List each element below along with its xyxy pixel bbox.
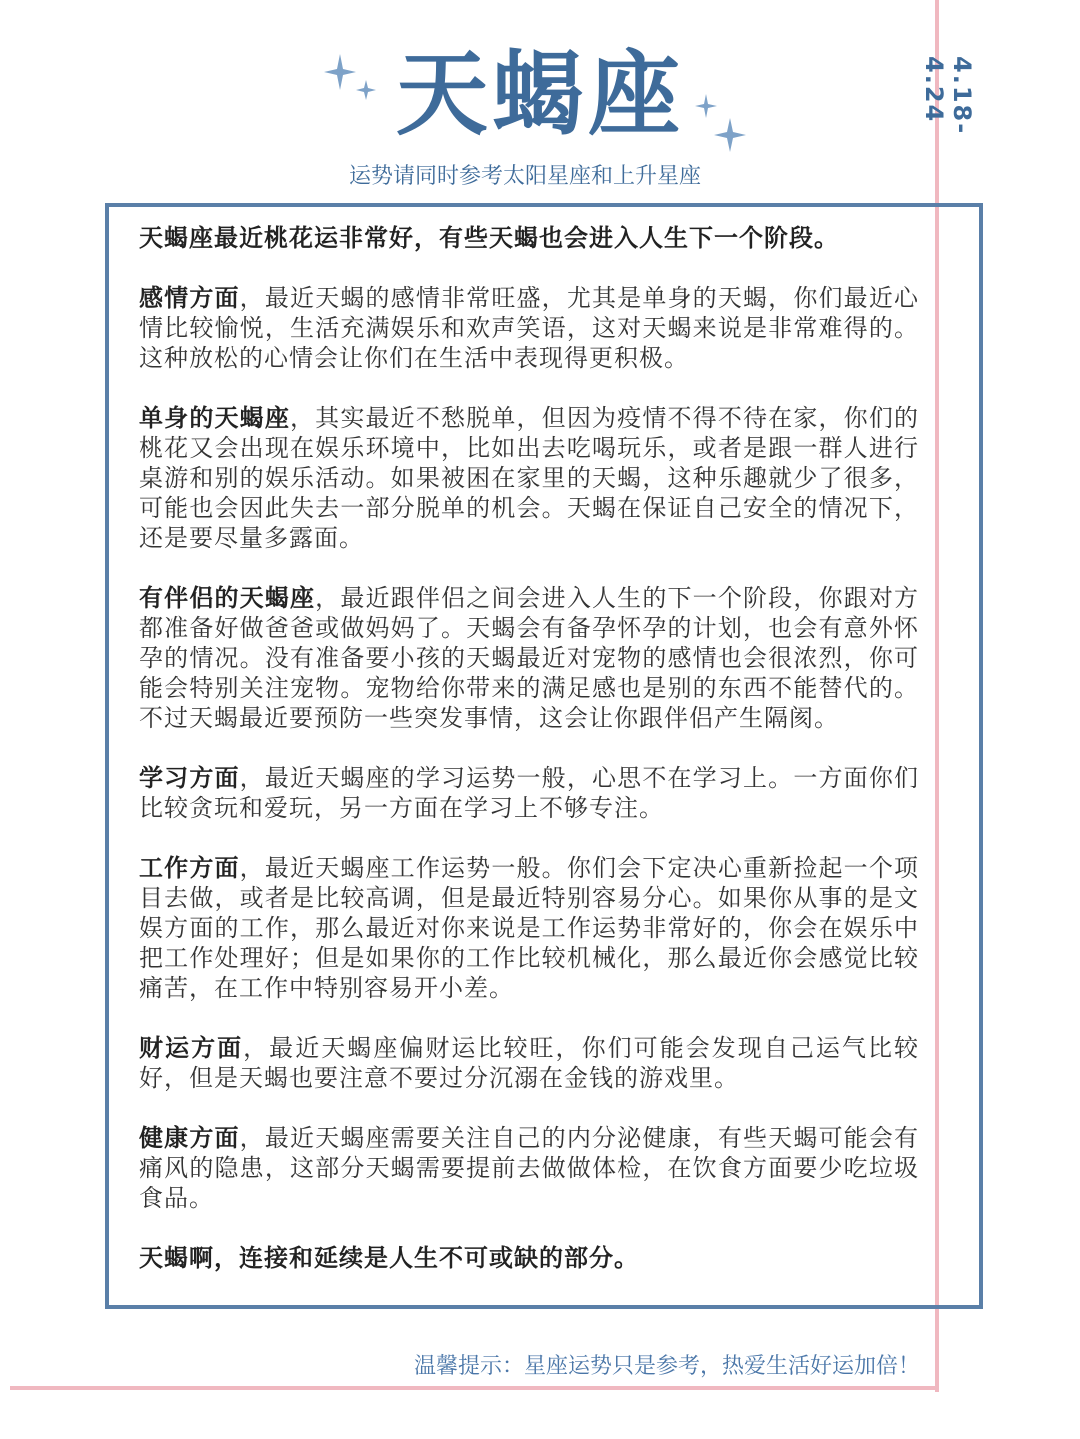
section-heading: 感情方面 — [139, 284, 240, 312]
section-work — [139, 853, 919, 1003]
section-text: ，最近天蝎座的学习运势一般，心思不在学习上。一方面你们比较贪玩和爱玩，另一方面在学习上不够专注。 — [139, 764, 920, 822]
section-heading: 工作方面 — [139, 854, 240, 882]
section-text: ，最近天蝎座工作运势一般。你们会下定决心重新捡起一个项目去做，或者是比较高调，但是最近特别容易分心。如果你从事的是文娱方面的工作，那么最近对你来说是工作运势非常好的，你会在娱乐中把工作处理好；但是如果你的工作比较机械化，那么最近你会感觉比较痛苦，在工作中特别容易开小差。 — [139, 854, 920, 1002]
section-heading: 单身的天蝎座 — [139, 404, 290, 432]
section-heading: 有伴侣的天蝎座 — [139, 584, 316, 612]
section-text: ，最近天蝎的感情非常旺盛，尤其是单身的天蝎，你们最近心情比较愉悦，生活充满娱乐和欢声笑语，这对天蝎来说是非常难得的。这种放松的心情会让你们在生活中表现得更积极。 — [139, 284, 920, 372]
section-single — [139, 403, 919, 553]
section-partnered — [139, 583, 919, 733]
closing-paragraph: 天蝎啊，连接和延续是人生不可或缺的部分。 — [139, 1244, 639, 1272]
section-health — [139, 1123, 919, 1213]
section-heading: 健康方面 — [139, 1124, 240, 1152]
content-text — [139, 223, 919, 1303]
content-box — [105, 203, 983, 1309]
section-text: ，最近天蝎座偏财运比较旺，你们可能会发现自己运气比较好，但是天蝎也要注意不要过分沉溺在金钱的游戏里。 — [139, 1034, 920, 1092]
subtitle: 运势请同时参考太阳星座和上升星座 — [348, 164, 701, 189]
section-wealth — [139, 1033, 919, 1093]
page-title: 天蝎座 — [395, 41, 684, 148]
pink-horizontal-line — [10, 1386, 939, 1390]
section-text: ，最近天蝎座需要关注自己的内分泌健康，有些天蝎可能会有痛风的隐患，这部分天蝎需要提前去做做体检，在饮食方面要少吃垃圾食品。 — [139, 1124, 920, 1212]
footer-tip: 温馨提示：星座运势只是参考，热爱生活好运加倍！ — [413, 1354, 920, 1379]
section-heading: 学习方面 — [139, 764, 240, 792]
section-text: ，其实最近不愁脱单，但因为疫情不得不待在家，你们的桃花又会出现在娱乐环境中，比如出去吃喝玩乐，或者是跟一群人进行桌游和别的娱乐活动。如果被困在家里的天蝎，这种乐趣就少了很多，可能也会因此失去一部分脱单的机会。天蝎在保证自己安全的情况下，还是要尽量多露面。 — [139, 404, 919, 552]
section-heading: 财运方面 — [139, 1034, 244, 1062]
intro-paragraph: 天蝎座最近桃花运非常好，有些天蝎也会进入人生下一个阶段。 — [139, 224, 839, 252]
section-study — [139, 763, 919, 823]
section-text: ，最近跟伴侣之间会进入人生的下一个阶段，你跟对方都准备好做爸爸或做妈妈了。天蝎会有备孕怀孕的计划，也会有意外怀孕的情况。没有准备要小孩的天蝎最近对宠物的感情也会很浓烈，你可能会特别关注宠物。宠物给你带来的满足感也是别的东西不能替代的。不过天蝎最近要预防一些突发事情，这会让你跟伴侣产生隔阂。 — [139, 584, 920, 732]
section-love — [139, 283, 919, 373]
date-range: 4.18-4.24 — [920, 56, 976, 136]
